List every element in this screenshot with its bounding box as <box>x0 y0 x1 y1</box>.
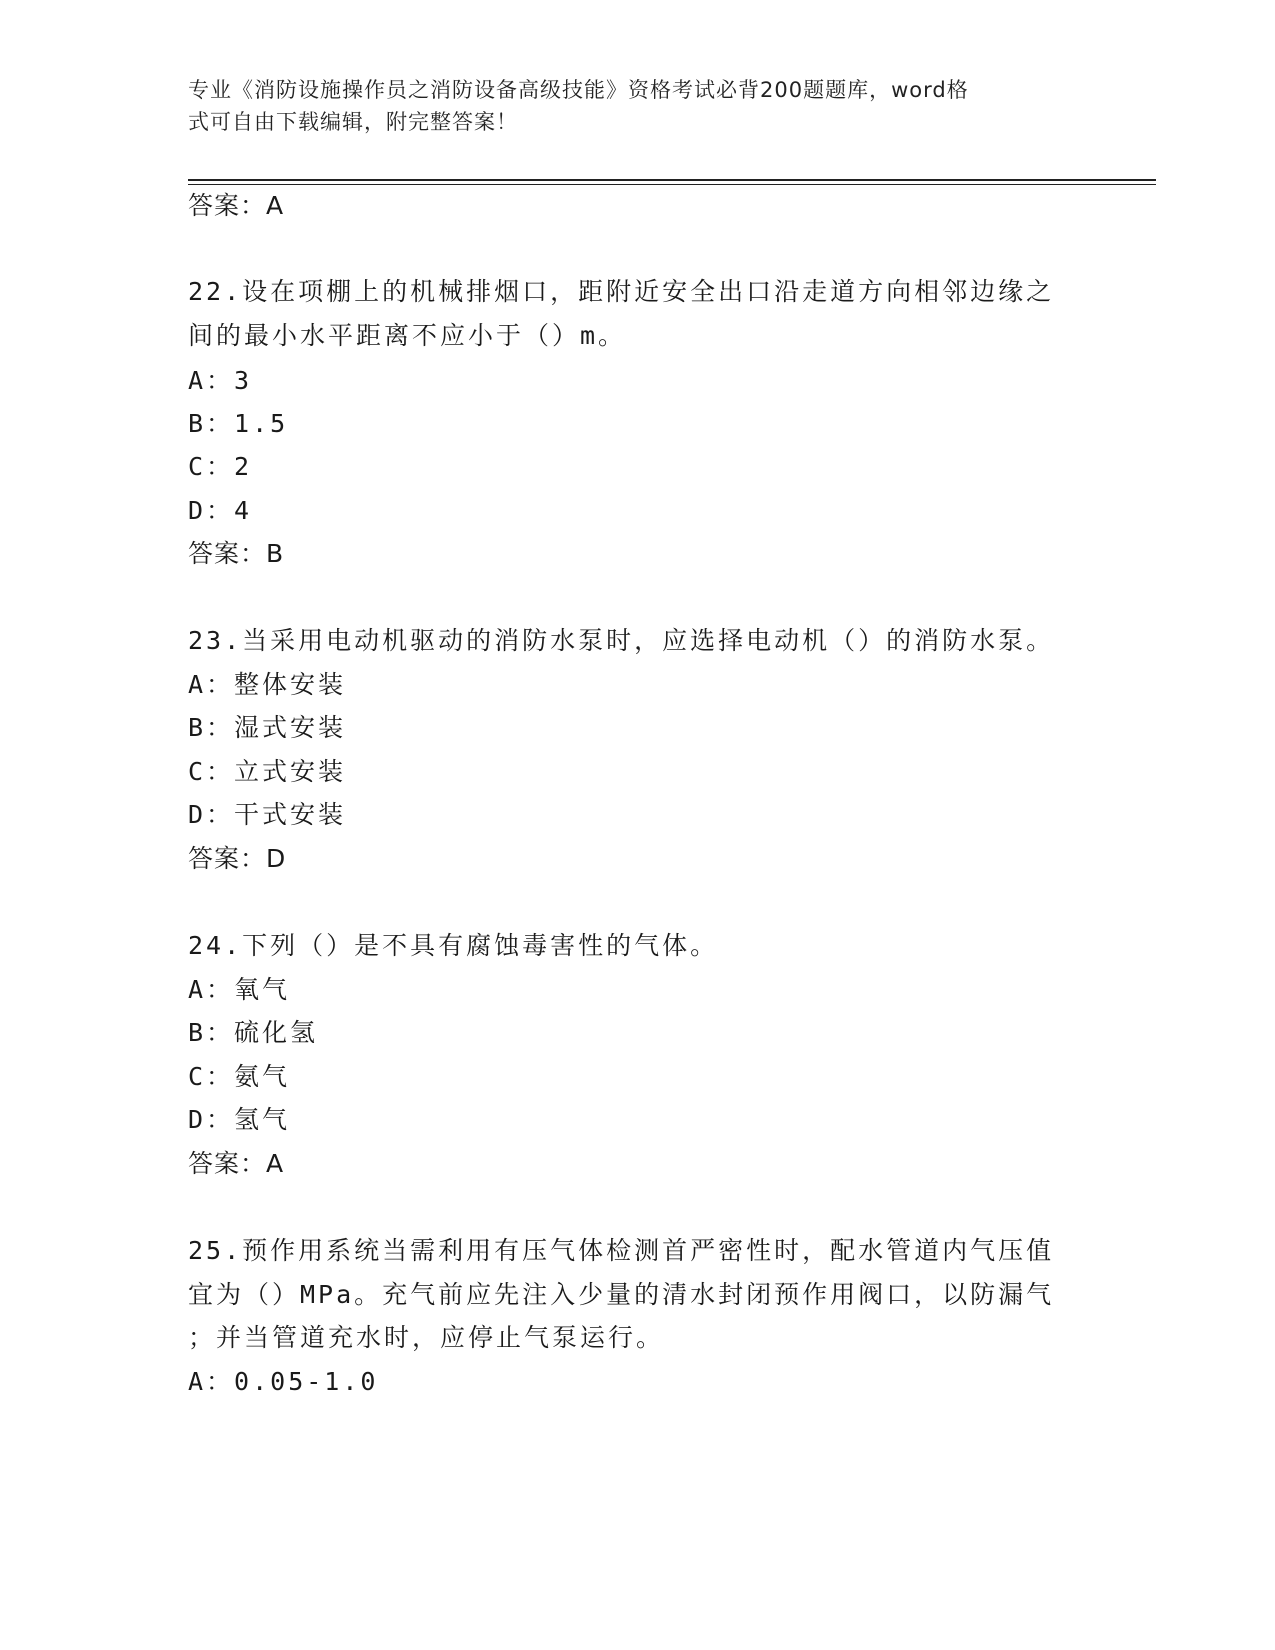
question-24-option-b: B：硫化氢 <box>188 1018 319 1047</box>
question-24-option-c: C：氨气 <box>188 1062 291 1091</box>
question-23-option-d: D：干式安装 <box>188 800 347 829</box>
header-line-1: 专业《消防设施操作员之消防设备高级技能》资格考试必背200题题库，word格 <box>188 78 969 102</box>
question-24-option-d: D：氢气 <box>188 1105 291 1134</box>
question-22-option-d: D：4 <box>188 496 253 525</box>
question-22-option-a: A：3 <box>188 366 253 395</box>
question-22-stem-line-2: 间的最小水平距离不应小于（）m。 <box>188 321 627 350</box>
question-25-stem-line-1: 25.预作用系统当需利用有压气体检测首严密性时，配水管道内气压值 <box>188 1236 1055 1265</box>
question-23-option-b: B：湿式安装 <box>188 713 347 742</box>
header-line-2: 式可自由下载编辑，附完整答案！ <box>188 110 518 134</box>
question-23-stem-line-1: 23.当采用电动机驱动的消防水泵时，应选择电动机（）的消防水泵。 <box>188 626 1055 655</box>
question-22-option-c: C：2 <box>188 452 253 481</box>
question-25-option-a: A：0.05-1.0 <box>188 1367 379 1396</box>
previous-answer: 答案：A <box>188 191 285 220</box>
question-22-answer: 答案：B <box>188 539 285 568</box>
question-25-stem-line-3: ；并当管道充水时，应停止气泵运行。 <box>188 1323 665 1352</box>
header-rule-thin <box>188 184 1156 185</box>
question-24-stem-line-1: 24.下列（）是不具有腐蚀毒害性的气体。 <box>188 931 719 960</box>
question-25-stem-line-2: 宜为（）MPa。充气前应先注入少量的清水封闭预作用阀口，以防漏气 <box>188 1280 1055 1309</box>
header-rule-thick <box>188 179 1156 181</box>
question-24-answer: 答案：A <box>188 1149 285 1178</box>
question-24-option-a: A：氧气 <box>188 975 291 1004</box>
question-23-option-c: C：立式安装 <box>188 757 347 786</box>
question-22-option-b: B：1.5 <box>188 409 289 438</box>
document-header <box>188 74 1088 138</box>
question-23-answer: 答案：D <box>188 844 287 873</box>
question-23-option-a: A：整体安装 <box>188 670 347 699</box>
question-22-stem-line-1: 22.设在项棚上的机械排烟口，距附近安全出口沿走道方向相邻边缘之 <box>188 277 1055 306</box>
